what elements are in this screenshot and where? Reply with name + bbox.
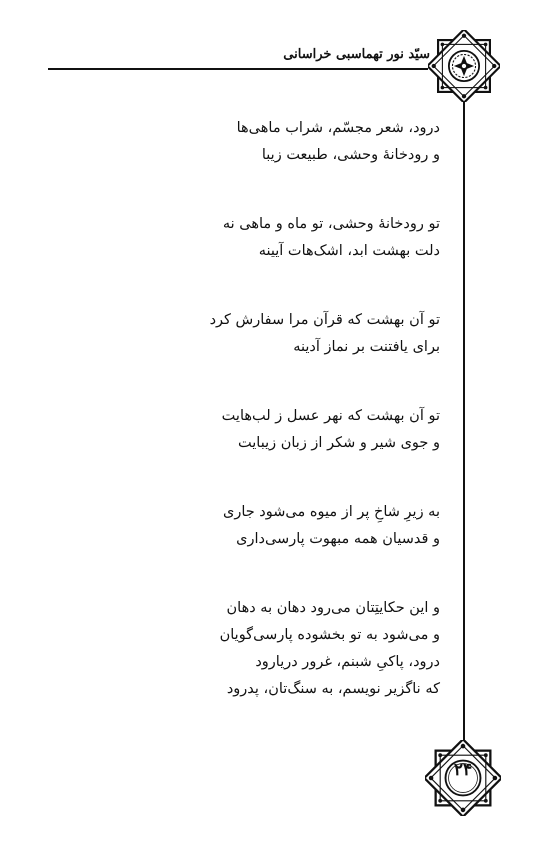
poem-line: درود، پاکیِ شبنم، غرور دریارود bbox=[255, 654, 440, 670]
poem-body bbox=[110, 115, 440, 703]
poem-stanza bbox=[110, 115, 440, 169]
islamic-star-rosette-icon bbox=[428, 30, 500, 102]
poem-line: درود، شعر مجسّم، شراب ماهی‌ها bbox=[236, 120, 440, 136]
poem-line: تو آن بهشت که نهر عسل ز لب‌هایت bbox=[221, 408, 440, 424]
poem-line: و می‌شود به تو بخشوده پارسی‌گویان bbox=[219, 627, 440, 643]
poem-stanza bbox=[110, 211, 440, 265]
poem-stanza bbox=[110, 595, 440, 703]
poem-stanza bbox=[110, 499, 440, 553]
poem-stanza bbox=[110, 307, 440, 361]
poem-line: و رودخانهٔ وحشی، طبیعت زیبا bbox=[261, 147, 440, 163]
poem-line: تو آن بهشت که قرآن مرا سفارش کرد bbox=[209, 312, 440, 328]
poem-line: دلت بهشت ابد، اشک‌هات آیینه bbox=[258, 243, 440, 259]
header-rule bbox=[48, 68, 428, 70]
poem-stanza bbox=[110, 403, 440, 457]
poem-line: برای یافتنت بر نماز آدینه bbox=[293, 339, 440, 355]
poem-line: که ناگزیر نویسم، به سنگ‌تان، پدرود bbox=[226, 681, 440, 697]
poem-line: تو رودخانهٔ وحشی، تو ماه و ماهی نه bbox=[222, 216, 440, 232]
poem-line: و جوی شیر و شکر از زبان زیبایت bbox=[238, 435, 440, 451]
page-number: ۲۴ bbox=[453, 760, 473, 780]
poem-line: به زیرِ شاخِ پر از میوه می‌شود جاری bbox=[222, 504, 440, 520]
running-header-title: سیّد نور تهماسبی خراسانی bbox=[283, 47, 430, 62]
poem-line: و این حکایتِتان می‌رود دهان به دهان bbox=[226, 600, 440, 616]
page-margin-rule bbox=[463, 102, 465, 748]
poem-line: و قدسیان همه مبهوت پارسی‌داری bbox=[236, 531, 440, 547]
